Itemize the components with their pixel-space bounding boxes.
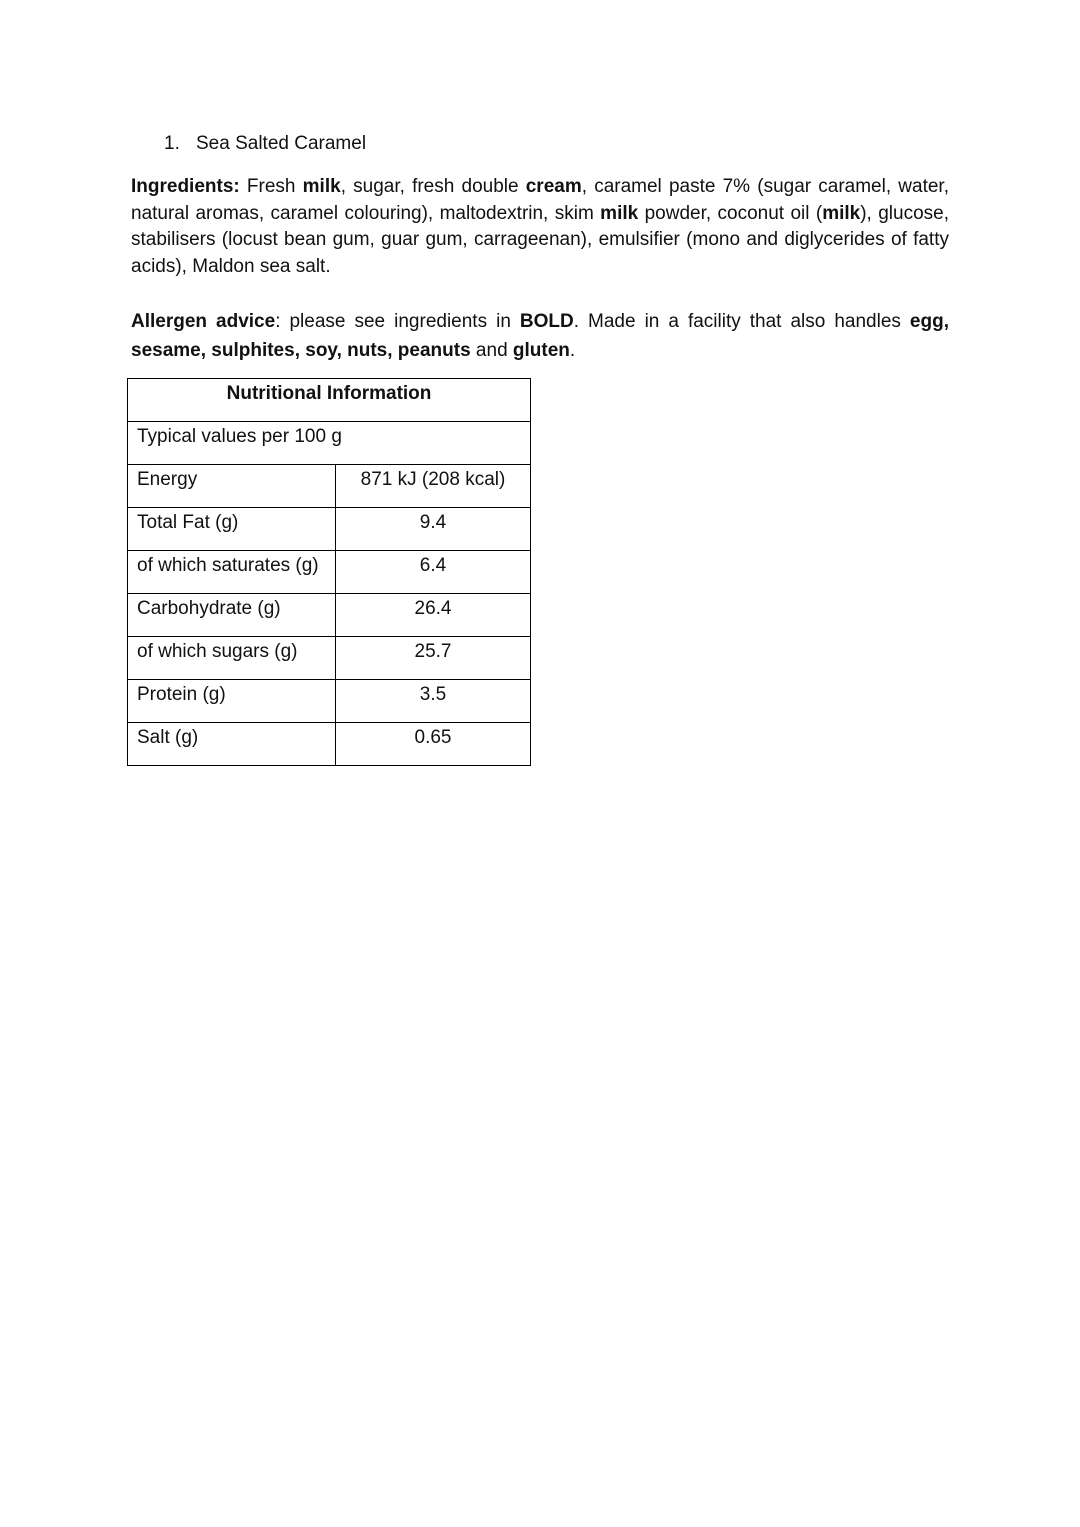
table-row: [128, 508, 531, 551]
nutrient-value: 6.4: [336, 551, 531, 594]
text-run: , caramel paste 7% (sugar caramel, water, natural aromas, caramel colouring), maltodextrin, skim: [131, 176, 949, 224]
bold-text-run: gluten: [512, 340, 570, 361]
product-heading: [164, 130, 366, 158]
nutrient-value: 9.4: [336, 508, 531, 551]
nutrition-table: [127, 378, 531, 766]
text-run: . Made in a facility that also handles: [573, 311, 910, 332]
nutrient-label: of which saturates (g): [128, 551, 336, 594]
nutrient-label: Carbohydrate (g): [128, 594, 336, 637]
bold-text-run: milk: [302, 176, 341, 197]
table-title-row: [128, 379, 531, 422]
nutrient-label: Salt (g): [128, 723, 336, 766]
table-row: [128, 723, 531, 766]
nutrient-value: 26.4: [336, 594, 531, 637]
bold-text-run: cream: [525, 176, 582, 197]
bold-text-run: egg, sesame, sulphites, soy, nuts, peanuts: [131, 311, 949, 361]
nutrient-label: Protein (g): [128, 680, 336, 723]
table-row: [128, 594, 531, 637]
nutrient-value: 25.7: [336, 637, 531, 680]
nutrient-label: Total Fat (g): [128, 508, 336, 551]
nutrient-value: 3.5: [336, 680, 531, 723]
nutrient-label: of which sugars (g): [128, 637, 336, 680]
text-run: Fresh: [239, 176, 303, 197]
nutrient-value: 0.65: [336, 723, 531, 766]
bold-text-run: BOLD: [519, 311, 574, 332]
ingredients-text: [131, 176, 949, 277]
text-run: powder, coconut oil (: [638, 202, 823, 224]
table-row: [128, 465, 531, 508]
table-row: [128, 551, 531, 594]
text-run: : please see ingredients in: [275, 311, 520, 332]
table-title: Nutritional Information: [128, 379, 531, 422]
text-run: , sugar, fresh double: [340, 176, 526, 197]
nutrient-label: Energy: [128, 465, 336, 508]
table-row: [128, 637, 531, 680]
table-row: [128, 680, 531, 723]
allergen-paragraph: [131, 307, 949, 365]
ingredients-paragraph: [131, 174, 949, 280]
text-run: and: [470, 340, 513, 361]
nutrient-value: 871 kJ (208 kcal): [336, 465, 531, 508]
bold-text-run: milk: [822, 202, 861, 224]
text-run: .: [569, 340, 576, 361]
bold-text-run: milk: [600, 202, 639, 224]
table-subtitle: Typical values per 100 g: [128, 422, 531, 465]
ingredients-label: Ingredients:: [131, 176, 240, 197]
product-name: Sea Salted Caramel: [196, 133, 367, 154]
list-number: 1.: [164, 133, 180, 154]
allergen-label: Allergen advice: [131, 311, 276, 332]
table-subtitle-row: [128, 422, 531, 465]
text-run: ), glucose, stabilisers (locust bean gum, guar gum, carrageenan), emulsifier (mono and diglycerides of fatty acids), Maldon sea salt.: [131, 202, 949, 277]
